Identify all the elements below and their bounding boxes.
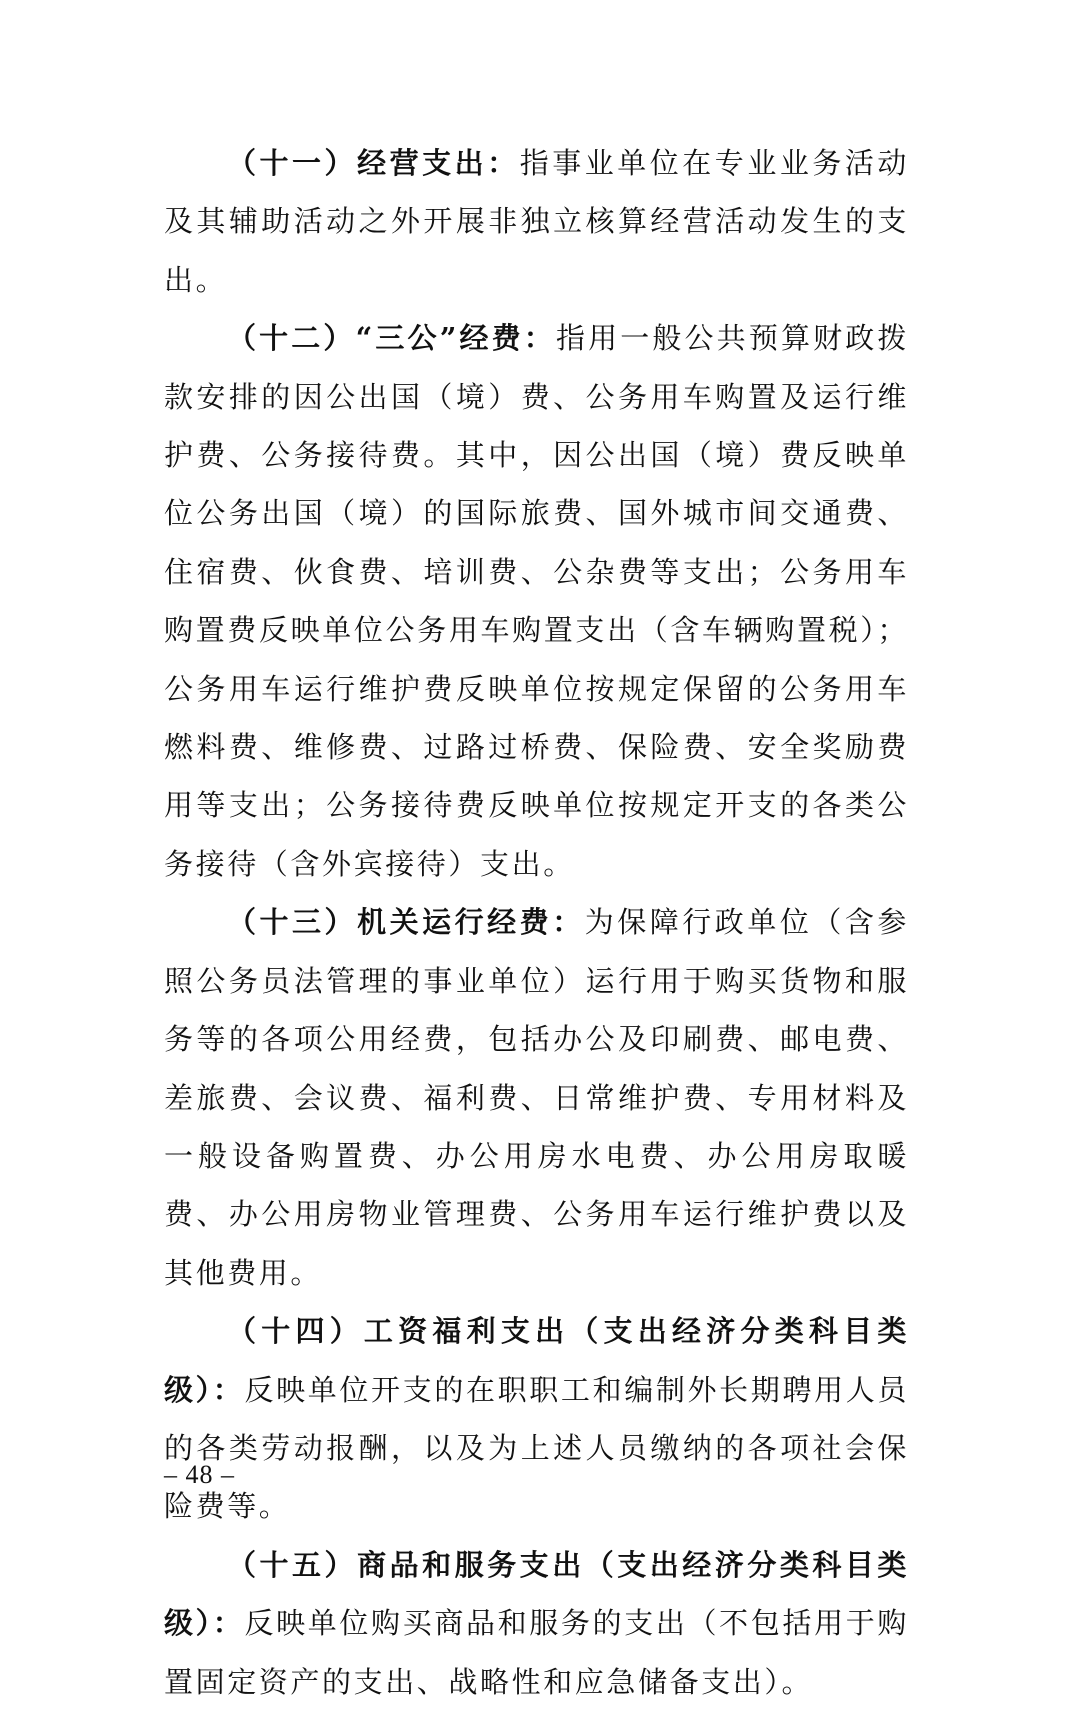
paragraph-heading: （十三）机关运行经费： xyxy=(227,905,585,940)
paragraph-text: 指事业单位在专业业务活动及其辅助活动之外开展非独立核算经营活动发生的支出。 xyxy=(164,146,910,297)
paragraph-heading: （十二）“三公”经费： xyxy=(227,321,556,356)
paragraph-heading: （十五）商品和服务支出（支出经济分类科目类级）： xyxy=(164,1547,909,1641)
paragraph-agency-operating-funds xyxy=(164,893,909,1302)
paragraph-text: 反映单位开支的在职职工和编制外长期聘用人员的各类劳动报酬，以及为上述人员缴纳的各项社会保险费等。 xyxy=(164,1372,909,1524)
document-body xyxy=(164,134,909,1711)
paragraph-heading: （十一）经营支出： xyxy=(227,146,520,180)
paragraph-goods-services xyxy=(164,1536,909,1711)
page-number: – 48 – xyxy=(164,1460,235,1489)
paragraph-operating-expenses xyxy=(164,134,909,309)
paragraph-heading: （十四）工资福利支出（支出经济分类科目类级）： xyxy=(164,1314,909,1407)
paragraph-wages-welfare xyxy=(164,1302,909,1536)
paragraph-text: 反映单位购买商品和服务的支出（不包括用于购置固定资产的支出、战略性和应急储备支出）。 xyxy=(164,1606,909,1699)
paragraph-three-public-expenses xyxy=(164,309,909,893)
paragraph-text: 为保障行政单位（含参照公务员法管理的事业单位）运行用于购买货物和服务等的各项公用经费，包括办公及印刷费、邮电费、差旅费、会议费、福利费、日常维护费、专用材料及一般设备购置费、办公用房水电费、办公用房取暖费、办公用房物业管理费、公务用车运行维护费以及其他费用。 xyxy=(164,905,909,1290)
paragraph-text: 指用一般公共预算财政拨款安排的因公出国（境）费、公务用车购置及运行维护费、公务接待费。其中，因公出国（境）费反映单位公务出国（境）的国际旅费、国外城市间交通费、住宿费、伙食费、培训费、公杂费等支出；公务用车购置费反映单位公务用车购置支出（含车辆购置税）；公务用车运行维护费反映单位按规定保留的公务用车燃料费、维修费、过路过桥费、保险费、安全奖励费用等支出；公务接待费反映单位按规定开支的各类公务接待（含外宾接待）支出。 xyxy=(164,321,909,881)
